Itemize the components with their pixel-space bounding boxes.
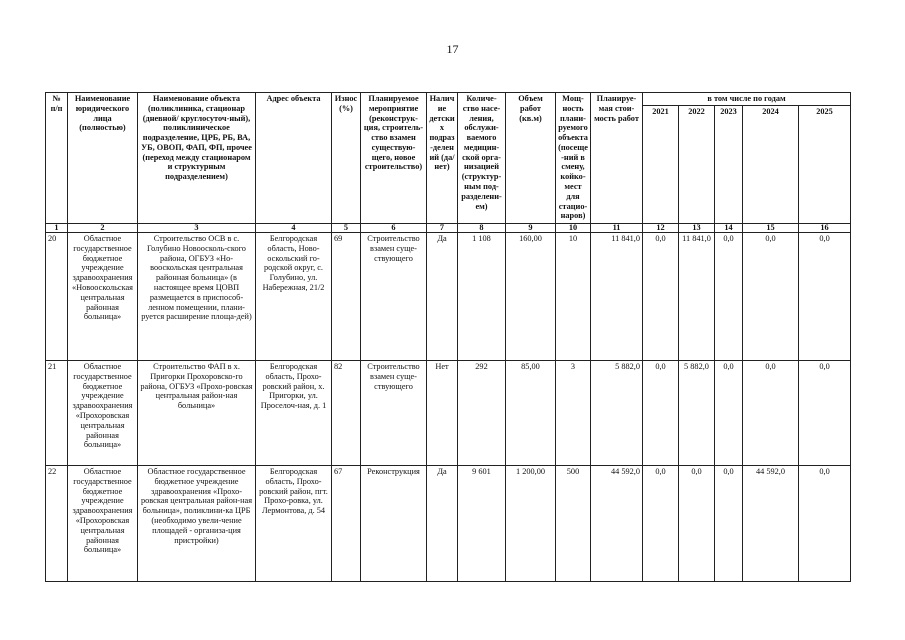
header-children: Наличие детских подраз-делений (да/нет)	[427, 93, 458, 224]
column-number: 1	[46, 223, 68, 232]
cell-capacity: 500	[556, 466, 591, 582]
cell-children: Да	[427, 466, 458, 582]
cell-year-2024: 44 592,0	[743, 466, 799, 582]
cell-entity: Областное государственное бюджетное учреждение здравоохранения «Прохоровская центральная районная больница»	[68, 466, 138, 582]
column-number: 3	[138, 223, 256, 232]
header-year-2024: 2024	[743, 105, 799, 223]
header-year-2025: 2025	[799, 105, 851, 223]
column-number: 7	[427, 223, 458, 232]
cell-population: 9 601	[458, 466, 506, 582]
cell-measure: Строительство взамен суще-ствующего	[361, 233, 427, 361]
cell-year-2023: 0,0	[715, 466, 743, 582]
cell-address: Белгородская область, Ново-оскольский го-родской округ, с. Голубино, ул. Набережная, 21/2	[256, 233, 332, 361]
cell-measure: Реконструкция	[361, 466, 427, 582]
cell-row-number: 22	[46, 466, 68, 582]
header-year-2022: 2022	[679, 105, 715, 223]
header-wear: Износ (%)	[332, 93, 361, 224]
header-measure: Планируемое мероприятие (реконструк-ция, строитель-ство взамен существую-щего, новое строительство)	[361, 93, 427, 224]
cell-cost: 5 882,0	[591, 361, 643, 466]
table-row	[46, 361, 851, 466]
cell-year-2022: 0,0	[679, 466, 715, 582]
header-capacity: Мощ-ность плани-руемого объекта (посеще-ний в смену, койко-мест для стацио-наров)	[556, 93, 591, 224]
cell-measure: Строительство взамен суще-ствующего	[361, 361, 427, 466]
column-number: 8	[458, 223, 506, 232]
header-entity: Наименование юридического лица (полностью)	[68, 93, 138, 224]
cell-address: Белгородская область, Прохо-ровский район, х. Пригорки, ул. Проселоч-ная, д. 1	[256, 361, 332, 466]
column-number: 16	[799, 223, 851, 232]
cell-year-2024: 0,0	[743, 233, 799, 361]
header-volume: Объем работ (кв.м)	[506, 93, 556, 224]
cell-year-2025: 0,0	[799, 233, 851, 361]
cell-object: Строительство ОСВ в с. Голубино Новоосколь-ского района, ОГБУЗ «Но-вооскольская центральная районная больница» (в настоящее время ЦОВП размещается в приспособ-ленном помещении, плани-руется расширение площа-дей)	[138, 233, 256, 361]
column-number: 10	[556, 223, 591, 232]
cell-population: 1 108	[458, 233, 506, 361]
page-number: 17	[446, 42, 459, 56]
cell-address: Белгородская область, Прохо-ровский район, пгт. Прохо-ровка, ул. Лермонтова, д. 54	[256, 466, 332, 582]
cell-object: Областное государственное бюджетное учреждение здравоохранения «Прохо-ровская центральная район-ная больница», поликлини-ка ЦРБ (необходимо увели-чение площадей - организа-ция пристройки)	[138, 466, 256, 582]
cell-capacity: 10	[556, 233, 591, 361]
cell-cost: 11 841,0	[591, 233, 643, 361]
cell-volume: 85,00	[506, 361, 556, 466]
cell-volume: 160,00	[506, 233, 556, 361]
column-number: 2	[68, 223, 138, 232]
column-number: 14	[715, 223, 743, 232]
cell-wear: 67	[332, 466, 361, 582]
cell-children: Нет	[427, 361, 458, 466]
cell-row-number: 20	[46, 233, 68, 361]
cell-year-2021: 0,0	[643, 233, 679, 361]
cell-year-2021: 0,0	[643, 361, 679, 466]
table-row	[46, 466, 851, 582]
column-number: 13	[679, 223, 715, 232]
cell-year-2024: 0,0	[743, 361, 799, 466]
cell-entity: Областное государственное бюджетное учреждение здравоохранения «Прохоровская центральная районная больница»	[68, 361, 138, 466]
header-row-number: № п/п	[46, 93, 68, 224]
column-number: 9	[506, 223, 556, 232]
cell-year-2021: 0,0	[643, 466, 679, 582]
cell-row-number: 21	[46, 361, 68, 466]
cell-population: 292	[458, 361, 506, 466]
header-year-2023: 2023	[715, 105, 743, 223]
column-number: 11	[591, 223, 643, 232]
cell-cost: 44 592,0	[591, 466, 643, 582]
cell-volume: 1 200,00	[506, 466, 556, 582]
cell-children: Да	[427, 233, 458, 361]
table-row	[46, 233, 851, 361]
cell-year-2025: 0,0	[799, 361, 851, 466]
header-cost: Планируе-мая стои-мость работ	[591, 93, 643, 224]
column-number: 4	[256, 223, 332, 232]
header-object: Наименование объекта (поликлиника, стационар (дневной/ круглосуточ-ный), поликлиническое подразделение, ЦРБ, РБ, ВА, УБ, ОВОП, ФАП, ФП, прочее (переход между стационаром и структурным подразделением)	[138, 93, 256, 224]
header-address: Адрес объекта	[256, 93, 332, 224]
column-number: 6	[361, 223, 427, 232]
header-population: Количе-ство насе-ления, обслужи-ваемого медицин-ской орга-низацией (структур-ным под-разделени-ем)	[458, 93, 506, 224]
cell-year-2023: 0,0	[715, 233, 743, 361]
cell-capacity: 3	[556, 361, 591, 466]
table-body	[46, 233, 851, 582]
cell-wear: 69	[332, 233, 361, 361]
cell-year-2025: 0,0	[799, 466, 851, 582]
cell-entity: Областное государственное бюджетное учреждение здравоохранения «Новооскольская центральная районная больница»	[68, 233, 138, 361]
cell-wear: 82	[332, 361, 361, 466]
header-years-group: в том числе по годам	[643, 93, 851, 106]
table-header	[46, 93, 851, 233]
cell-year-2022: 11 841,0	[679, 233, 715, 361]
cell-year-2022: 5 882,0	[679, 361, 715, 466]
column-number: 12	[643, 223, 679, 232]
header-year-2021: 2021	[643, 105, 679, 223]
column-number: 15	[743, 223, 799, 232]
investment-table	[45, 92, 851, 582]
cell-object: Строительство ФАП в х. Пригорки Прохоровско-го района, ОГБУЗ «Прохо-ровская центральная район-ная больница»	[138, 361, 256, 466]
column-number-row	[46, 223, 851, 232]
cell-year-2023: 0,0	[715, 361, 743, 466]
column-number: 5	[332, 223, 361, 232]
